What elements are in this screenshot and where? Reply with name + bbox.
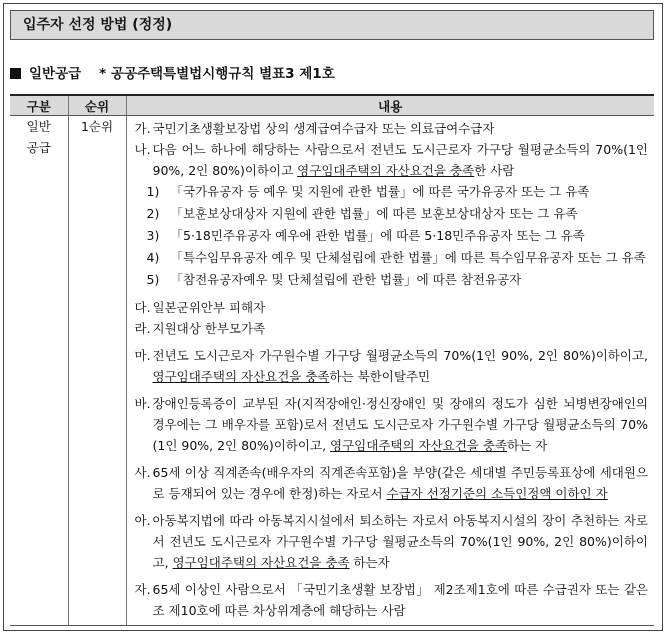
- subitem-number: 3): [146, 228, 160, 243]
- rank-cell: 1순위: [68, 116, 126, 626]
- category-line-1: 일반: [26, 119, 51, 134]
- item-text: [153, 510, 649, 573]
- category-line-2: 공급: [26, 140, 51, 155]
- item-text-post: 한 사람: [474, 163, 515, 178]
- item-text-post: 하는 자: [507, 438, 548, 453]
- section-heading: [10, 62, 335, 82]
- item-text-underlined: 수급자 선정기준의 소득인정액 이하인 자: [386, 486, 608, 501]
- item-label: 다.: [134, 300, 151, 315]
- section-label: 일반공급: [29, 66, 82, 82]
- subitem-text: 「참전유공자예우 및 단체설립에 관한 법률」에 따른 참전유공자: [170, 272, 522, 287]
- item-text-pre: 다음 어느 하나에 해당하는 사람으로서 전년도 도시근로자 가구당 월평균소득의 70%(1인 90%, 2인 80%)이하이고: [152, 142, 648, 178]
- item-ma: [135, 345, 649, 387]
- item-label: 마.: [134, 348, 151, 363]
- item-label: 자.: [134, 582, 151, 597]
- item-text-pre: 전년도 도시근로자 가구원수별 가구당 월평균소득의 70%(1인 90%, 2인 80%)이하이고,: [152, 348, 648, 363]
- item-ga: [135, 118, 649, 139]
- item-label: 나.: [134, 142, 151, 157]
- black-square-icon: [10, 68, 21, 79]
- item-label: 아.: [134, 513, 151, 528]
- subitem-5: [135, 269, 649, 291]
- header-content: 내용: [126, 95, 654, 116]
- item-text-underlined: 영구임대주택의 자산요건을 충족: [330, 438, 508, 453]
- item-text-pre: 65세 이상 직계존속(배우자의 직계존속포함)을 부양(같은 세대별 주민등록표상에 세대원으로 등재되어 있는 경우에 한정)하는 자로서: [152, 465, 648, 501]
- item-text: 65세 이상인 사람으로서 「국민기초생활 보장법」 제2조제1호에 따른 수급권자 또는 같은 조 제10호에 따른 차상위계층에 해당하는 사람: [152, 582, 648, 618]
- selection-table: [10, 94, 654, 626]
- item-text-post: 하는 북한이탈주민: [329, 369, 431, 384]
- item-text-underlined: 영구임대주택의 자산요건을 충족: [172, 555, 350, 570]
- subitem-text: 「특수임무유공자 예우 및 단체설립에 관한 법률」에 따른 특수임무유공자 또는 그 유족: [170, 250, 646, 265]
- item-label: 라.: [134, 321, 151, 336]
- item-text: [153, 345, 649, 387]
- item-text: 국민기초생활보장법 상의 생계급여수급자 또는 의료급여수급자: [152, 121, 495, 136]
- item-da: [135, 297, 649, 318]
- item-text: [153, 462, 649, 504]
- subitem-2: [135, 203, 649, 225]
- item-sa: [135, 462, 649, 504]
- item-text: 일본군위안부 피해자: [152, 300, 266, 315]
- subitem-number: 2): [146, 206, 160, 221]
- table-row: [10, 116, 654, 626]
- item-text-pre: 아동복지법에 따라 아동복지시설에서 퇴소하는 자로서 아동복지시설의 장이 추천하는 자로서 전년도 도시근로자 가구원수별 가구당 월평균소득의 70%(1인 90%, 2인 80%)이하이고,: [152, 513, 648, 570]
- item-text-pre: 장애인등록증이 교부된 자(지적장애인·정신장애인 및 장애의 정도가 심한 뇌병변장애인의 경우에는 그 배우자를 포함)로서 전년도 도시근로자 가구원수별 가구당 월평균소득의 70%(1인 90%, 2인 80%)이하이고,: [152, 396, 648, 453]
- category-cell: [10, 116, 68, 626]
- subitem-text: 「5·18민주유공자 예우에 관한 법률」에 따른 5·18민주유공자 또는 그 유족: [170, 228, 585, 243]
- item-ra: [135, 318, 649, 339]
- header-rank: 순위: [68, 95, 126, 116]
- item-text-post: 하는자: [349, 555, 390, 570]
- content-cell: [126, 116, 654, 626]
- subitem-number: 4): [146, 250, 160, 265]
- subitem-text: 「국가유공자 등 예우 및 지원에 관한 법률」에 따른 국가유공자 또는 그 유족: [170, 184, 590, 199]
- item-text: [153, 139, 649, 181]
- subitem-3: [135, 225, 649, 247]
- header-category: 구분: [10, 95, 68, 116]
- item-text-underlined: 영구임대주택의 자산요건을 충족: [297, 163, 475, 178]
- subitem-4: [135, 247, 649, 269]
- subitem-1: [135, 181, 649, 203]
- item-ja: [135, 579, 649, 621]
- item-na: [135, 139, 649, 181]
- subitem-text: 「보훈보상대상자 지원에 관한 법률」에 따른 보훈보상대상자 또는 그 유족: [170, 206, 578, 221]
- table-header-row: [10, 95, 654, 116]
- subitem-number: 5): [146, 272, 160, 287]
- subitem-number: 1): [146, 184, 160, 199]
- page-title: 입주자 선정 방법 (정정): [10, 10, 654, 40]
- section-note: * 공공주택특별법시행규칙 별표3 제1호: [99, 66, 335, 82]
- item-label: 바.: [134, 396, 151, 411]
- item-text: 지원대상 한부모가족: [152, 321, 266, 336]
- item-ba: [135, 393, 649, 456]
- item-a: [135, 510, 649, 573]
- item-text: [153, 393, 649, 456]
- item-label: 가.: [134, 121, 151, 136]
- item-label: 사.: [134, 465, 151, 480]
- item-text-underlined: 영구임대주택의 자산요건을 충족: [152, 369, 330, 384]
